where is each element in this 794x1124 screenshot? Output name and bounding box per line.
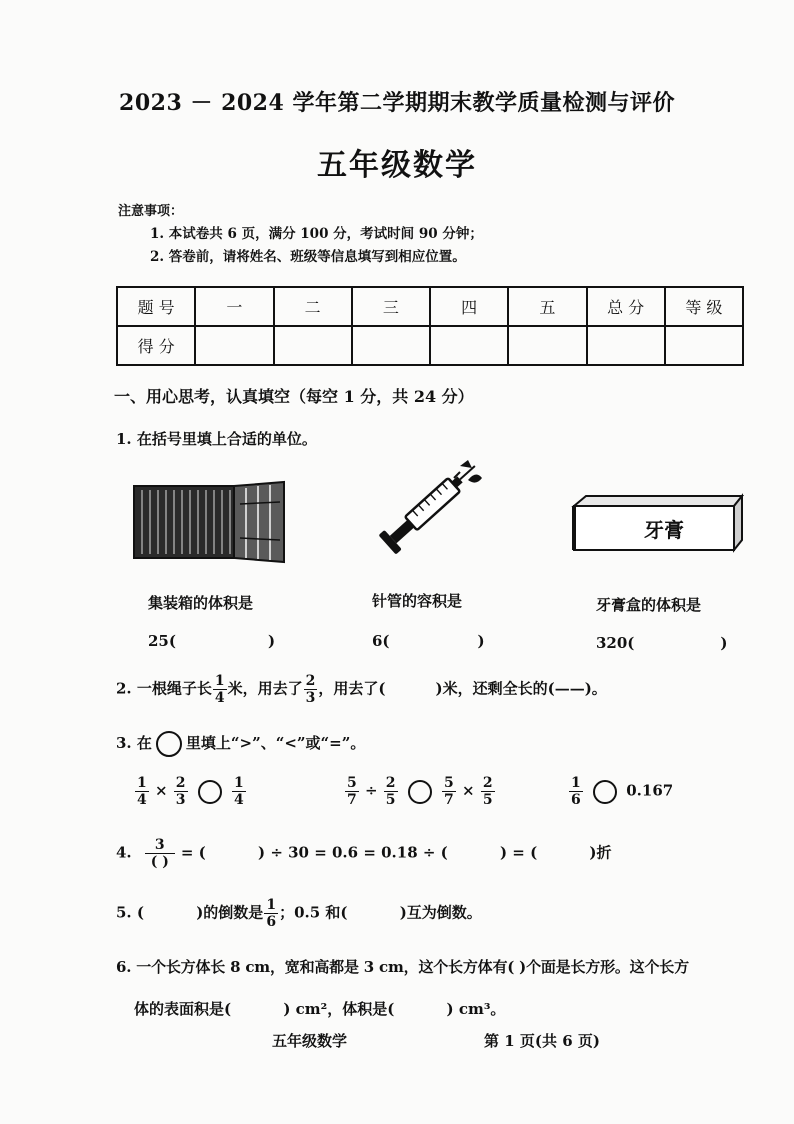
q4-fraction [145, 838, 175, 869]
score-header-cell: 二 [274, 287, 352, 326]
comparison-circle-icon [156, 731, 182, 757]
notice-heading: 注意事项： [118, 204, 184, 219]
question-1-text: 1. 在括号里填上合适的单位。 [116, 430, 317, 448]
q1-caption-toothpaste: 牙膏盒的体积是 [596, 596, 702, 614]
denominator: 4 [214, 690, 225, 706]
score-cell[interactable] [430, 326, 508, 365]
q3-text-b: 里填上“>”、“<”或“=”。 [185, 734, 366, 752]
question-4 [116, 838, 612, 869]
q1-close: ) [267, 632, 276, 650]
score-cell[interactable] [508, 326, 586, 365]
q3-expression-3 [568, 776, 673, 807]
denominator: 4 [234, 792, 244, 808]
score-cell[interactable] [274, 326, 352, 365]
q1-caption-container: 集装箱的体积是 [148, 594, 254, 612]
numerator: 2 [175, 775, 186, 791]
score-cell[interactable] [352, 326, 430, 365]
denominator: 3 [305, 690, 316, 706]
question-2 [116, 674, 607, 705]
numerator: 5 [347, 775, 357, 791]
q5-text-a: 5. ( )的倒数是 [116, 903, 264, 922]
q1-value: 6( [372, 632, 390, 650]
denominator: 4 [137, 792, 147, 808]
denominator: 3 [175, 792, 186, 808]
score-table-score-row [117, 326, 743, 365]
q1-answer-toothpaste[interactable] [596, 634, 728, 652]
score-header-cell: 等 级 [665, 287, 743, 326]
q1-caption-syringe: 针管的容积是 [372, 592, 463, 610]
answer-circle[interactable] [408, 780, 432, 804]
fraction [442, 776, 456, 807]
section-1-heading: 一、用心思考，认真填空（每空 1 分，共 24 分） [114, 387, 474, 406]
fraction [569, 776, 583, 807]
score-header-cell: 题 号 [117, 287, 195, 326]
numerator: 2 [385, 775, 396, 791]
numerator: 1 [571, 775, 581, 791]
denominator: 5 [385, 792, 396, 808]
question-5 [116, 898, 482, 929]
answer-circle[interactable] [593, 780, 617, 804]
exam-title: 2023 － 2024 学年第二学期期末教学质量检测与评价 [119, 90, 675, 116]
q1-answer-container[interactable] [148, 632, 275, 650]
q1-close: ) [720, 634, 728, 652]
q4-label: 4. [116, 843, 132, 862]
denominator: 6 [266, 914, 277, 930]
score-header-cell: 五 [508, 287, 586, 326]
exam-subtitle: 五年级数学 [317, 148, 477, 183]
operator: ÷ [364, 781, 378, 800]
score-header-cell: 一 [195, 287, 273, 326]
q1-answer-syringe[interactable] [372, 632, 485, 650]
score-cell[interactable] [195, 326, 273, 365]
denominator: 7 [444, 792, 454, 808]
denominator: 5 [482, 792, 493, 808]
shipping-container-image [132, 480, 288, 564]
question-3 [116, 731, 365, 757]
score-table [116, 286, 744, 366]
decimal-value: 0.167 [626, 781, 674, 800]
footer-subject: 五年级数学 [272, 1032, 348, 1050]
toothpaste-label: 牙膏 [644, 518, 684, 542]
q2-text-c: ，用去了( [318, 679, 386, 698]
numerator: 1 [266, 897, 277, 913]
score-table-header-row [117, 287, 743, 326]
q1-value: 25( [148, 632, 176, 650]
numerator: 2 [482, 775, 493, 791]
q5-fraction [264, 898, 278, 929]
score-row-label: 得 分 [117, 326, 195, 365]
score-cell[interactable] [665, 326, 743, 365]
score-header-cell: 三 [352, 287, 430, 326]
syringe-image [372, 458, 492, 570]
q2-text-d: )米，还剩全长的(——)。 [435, 679, 607, 698]
q5-text-b: ；0.5 和( )互为倒数。 [279, 903, 482, 922]
fraction [232, 776, 246, 807]
denominator: 7 [347, 792, 357, 808]
notice-item-1: 1. 本试卷共 6 页，满分 100 分，考试时间 90 分钟； [150, 226, 483, 242]
q2-text-a: 2. 一根绳子长 [116, 679, 212, 698]
notice-item-2: 2. 答卷前，请将姓名、班级等信息填写到相应位置。 [150, 249, 466, 265]
numerator: 1 [234, 775, 244, 791]
fraction [345, 776, 359, 807]
q3-text-a: 3. 在 [116, 734, 152, 752]
fraction [174, 776, 188, 807]
fraction [135, 776, 149, 807]
question-6-line-1: 6. 一个长方体长 8 cm，宽和高都是 3 cm，这个长方体有( )个面是长方形。这个长方 [116, 958, 689, 976]
numerator: 2 [305, 673, 316, 689]
score-cell[interactable] [587, 326, 665, 365]
q1-close: ) [477, 632, 485, 650]
q2-fraction-length [213, 674, 227, 705]
denominator-blank[interactable]: ( ) [150, 854, 169, 870]
numerator: 5 [444, 775, 454, 791]
q3-expression-2 [344, 776, 496, 807]
numerator: 1 [214, 673, 225, 689]
q4-equation: = ( ) ÷ 30 = 0.6 = 0.18 ÷ ( ) = ( )折 [180, 843, 612, 862]
fraction [481, 776, 495, 807]
question-6-line-2: 体的表面积是( ) cm²，体积是( ) cm³。 [134, 1000, 506, 1018]
operator: × [154, 781, 168, 800]
operator: × [462, 781, 475, 800]
q1-value: 320( [596, 634, 635, 652]
score-header-cell: 总 分 [587, 287, 665, 326]
answer-circle[interactable] [198, 780, 222, 804]
numerator: 3 [145, 838, 175, 854]
q2-text-b: 米，用去了 [227, 679, 303, 698]
denominator: 6 [571, 792, 581, 808]
score-header-cell: 四 [430, 287, 508, 326]
footer-page-number: 第 1 页(共 6 页) [484, 1032, 600, 1050]
q3-expression-1 [134, 776, 247, 807]
q2-fraction-used [304, 674, 318, 705]
fraction [384, 776, 398, 807]
numerator: 1 [137, 775, 147, 791]
